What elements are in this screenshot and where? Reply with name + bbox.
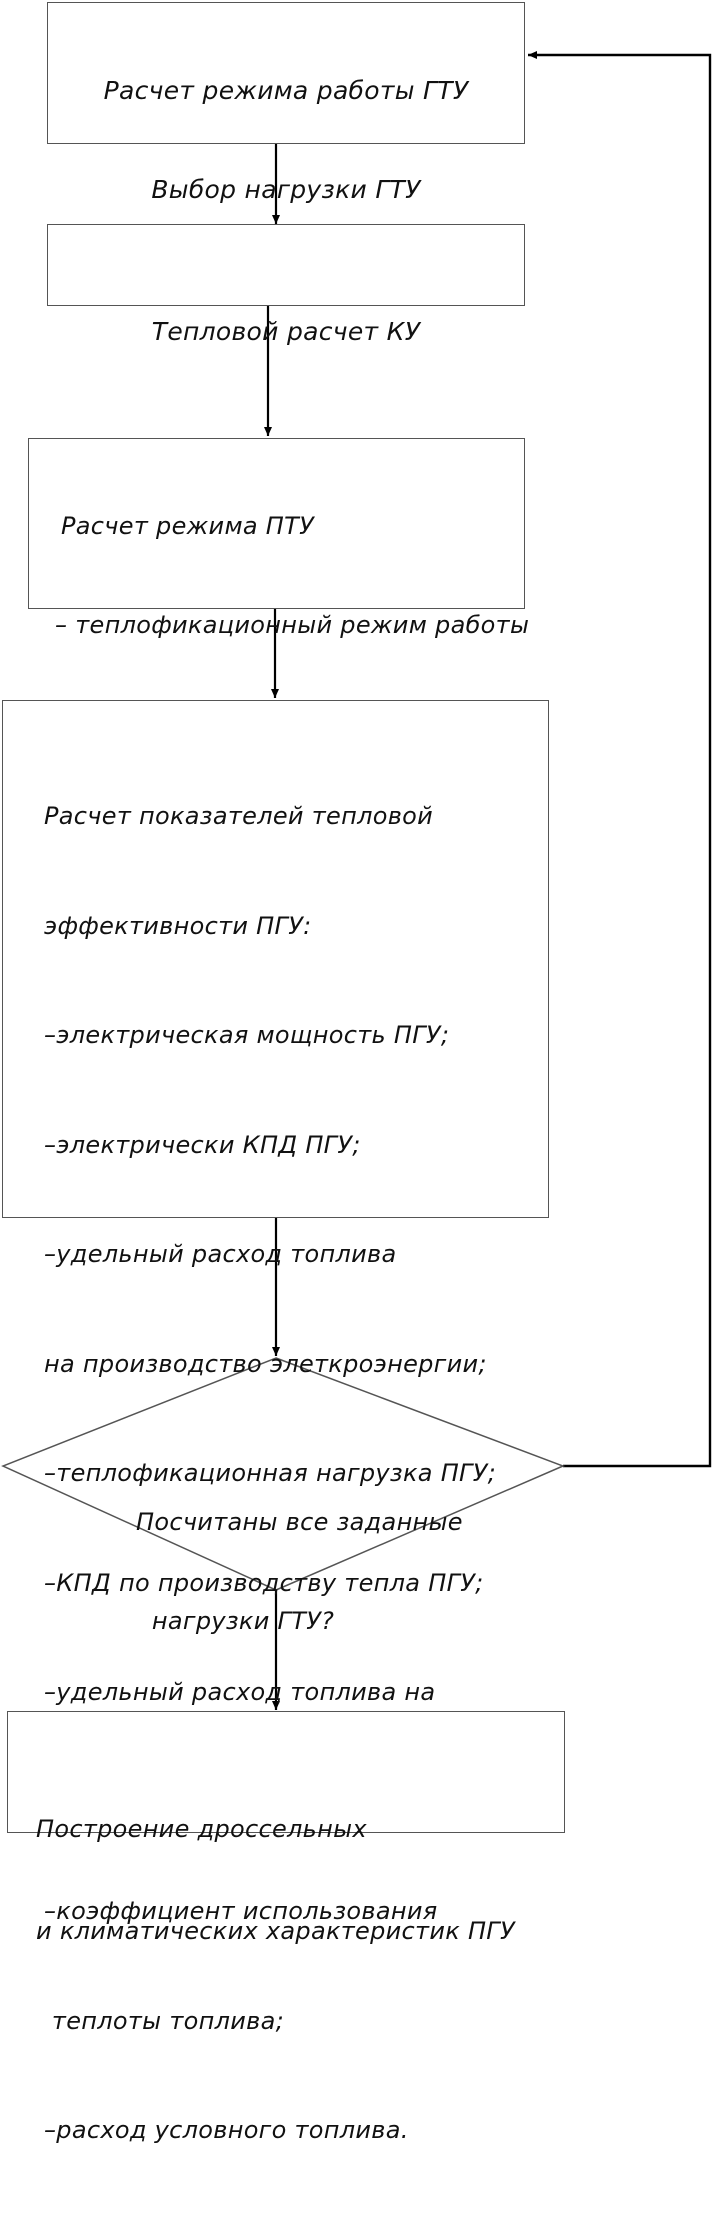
decision-line-1: Посчитаны все заданные bbox=[136, 1508, 463, 1536]
gtu-mode-line-2: Выбор нагрузки ГТУ bbox=[151, 175, 421, 204]
gtu-mode-line-1: Расчет режима работы ГТУ bbox=[103, 76, 469, 105]
indicators-line-9: –удельный расход топлива на bbox=[44, 1678, 436, 1706]
ptu-mode-line-1: Расчет режима ПТУ bbox=[61, 512, 315, 540]
decision-line-2: нагрузки ГТУ? bbox=[144, 1607, 335, 1635]
indicators-line-1: Расчет показателей тепловой bbox=[44, 802, 434, 830]
characteristics-line-1: Построение дроссельных bbox=[36, 1815, 367, 1843]
indicators-line-6: на производство элеткроэнергии; bbox=[44, 1349, 487, 1378]
indicators-line-13: –расход условного топлива. bbox=[44, 2116, 409, 2144]
arrow-loop-back-to-gtu bbox=[528, 55, 710, 1466]
decision-text bbox=[136, 1440, 516, 1704]
indicators-line-11: –коэффициент использования bbox=[44, 1897, 438, 1925]
indicators-line-7: –теплофикационная нагрузка ПГУ; bbox=[44, 1459, 497, 1487]
ku-calc-line-1: Тепловой расчет КУ bbox=[151, 317, 421, 346]
indicators-line-8: –КПД по производству тепла ПГУ; bbox=[44, 1568, 484, 1597]
indicators-line-12: теплоты топлива; bbox=[44, 2006, 284, 2035]
ptu-mode-line-2: – теплофикационный режим работы bbox=[55, 611, 530, 639]
indicators-line-5: –удельный расход топлива bbox=[44, 1240, 397, 1268]
indicators-line-4: –электрически КПД ПГУ; bbox=[44, 1130, 361, 1159]
indicators-line-2: эффективности ПГУ: bbox=[44, 911, 312, 940]
ku-calc-text bbox=[60, 249, 512, 414]
characteristics-line-2: и климатических характеристик ПГУ bbox=[36, 1917, 515, 1945]
indicators-line-3: –электрическая мощность ПГУ; bbox=[44, 1021, 450, 1049]
characteristics-text bbox=[36, 1744, 556, 2016]
